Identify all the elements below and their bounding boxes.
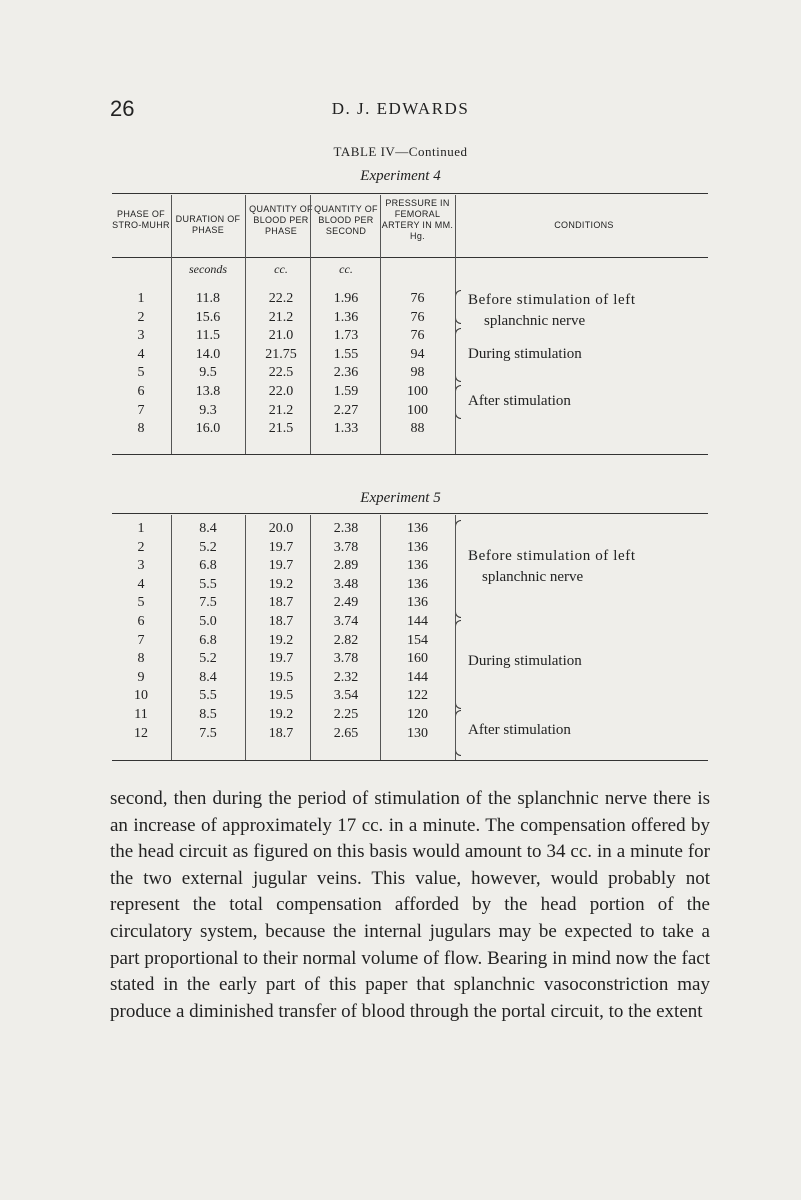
experiment-5-title: Experiment 5 <box>360 490 441 506</box>
cell-duration: 7.5 <box>199 725 217 741</box>
cell-pressure: 94 <box>410 346 425 362</box>
cell-phase: 7 <box>137 402 145 418</box>
header-pressure: PRESSURE IN FEMORAL ARTERY IN MM. Hg. <box>381 198 454 241</box>
cell-quantity-phase: 19.2 <box>268 576 294 592</box>
cell-quantity-second: 2.49 <box>333 595 359 611</box>
cell-pressure: 144 <box>407 614 428 629</box>
cell-quantity-phase: 21.5 <box>268 421 294 437</box>
cell-quantity-second: 2.82 <box>333 632 359 648</box>
unit-quantity-phase: cc. <box>274 262 288 276</box>
cell-pressure: 144 <box>407 669 428 685</box>
condition-during-exp4: During stimulation <box>468 346 582 362</box>
cell-quantity-second: 3.78 <box>333 539 359 555</box>
cell-phase: 4 <box>137 346 145 362</box>
cell-quantity-phase: 18.7 <box>268 595 294 611</box>
cell-duration: 7.5 <box>199 595 217 611</box>
page-number: 26 <box>110 96 135 121</box>
cell-pressure: 100 <box>407 402 428 418</box>
cell-quantity-second: 3.48 <box>333 576 359 592</box>
cell-pressure: 120 <box>407 707 428 722</box>
cell-quantity-phase: 19.7 <box>268 539 294 555</box>
cell-pressure: 76 <box>410 309 425 325</box>
cell-quantity-phase: 22.2 <box>268 291 294 306</box>
cell-quantity-second: 1.33 <box>333 421 359 437</box>
condition-before-exp5-line2: splanchnic nerve <box>482 569 584 585</box>
running-head: D. J. EDWARDS <box>331 99 470 118</box>
cell-quantity-second: 3.74 <box>333 614 359 629</box>
cell-quantity-second: 2.32 <box>333 669 359 685</box>
column-divider <box>380 195 381 454</box>
cell-duration: 14.0 <box>195 346 221 362</box>
cell-quantity-second: 1.73 <box>333 328 359 344</box>
cell-quantity-phase: 20.0 <box>268 521 294 536</box>
condition-after-exp4: After stimulation <box>468 393 571 409</box>
cell-quantity-phase: 21.0 <box>268 328 294 344</box>
header-conditions: CONDITIONS <box>554 220 614 230</box>
cell-quantity-second: 1.36 <box>333 309 359 325</box>
cell-quantity-phase: 22.5 <box>268 365 294 381</box>
condition-before-exp4 <box>468 290 636 332</box>
cell-quantity-second: 3.78 <box>333 651 359 667</box>
cell-pressure: 122 <box>407 688 428 704</box>
condition-before-exp5 <box>468 546 636 588</box>
unit-duration: seconds <box>189 262 227 276</box>
column-divider <box>245 195 246 454</box>
table-top-rule <box>112 193 708 194</box>
cell-phase: 5 <box>137 365 145 381</box>
cell-quantity-second: 2.27 <box>333 402 359 418</box>
cell-duration: 15.6 <box>195 309 221 325</box>
cell-quantity-phase: 18.7 <box>268 725 294 741</box>
body-text: second, then during the period of stimulation of the splanchnic nerve there is an increase of approximately 17 cc. in a minute. The compensation offered by the head circuit as figured on this basis would amount to 34 cc. in a minute for the two external jugular veins. This value, however, would probably not represent the total compensation afforded by the head portion of the circulatory system, because the internal jugulars may be expected to take a part proportional to their normal volume of flow. Bearing in mind now the fact stated in the early part of this paper that splanchnic vasoconstriction may produce a diminished transfer of blood through the portal circuit, to the extent <box>110 788 710 1022</box>
cell-quantity-phase: 19.5 <box>268 688 294 704</box>
cell-pressure: 136 <box>407 576 428 592</box>
cell-duration: 16.0 <box>195 421 221 437</box>
cell-duration: 5.2 <box>199 651 217 667</box>
cell-pressure: 88 <box>410 421 425 437</box>
cell-phase: 2 <box>137 539 145 555</box>
cell-phase: 12 <box>134 725 148 741</box>
cell-phase: 1 <box>137 291 145 306</box>
experiment-4-title: Experiment 4 <box>360 168 441 184</box>
cell-pressure: 100 <box>407 384 428 399</box>
cell-phase: 5 <box>137 595 145 611</box>
cell-phase: 7 <box>137 632 145 648</box>
cell-duration: 13.8 <box>195 384 221 399</box>
cell-pressure: 98 <box>410 365 425 381</box>
cell-pressure: 136 <box>407 521 428 536</box>
cell-duration: 5.5 <box>199 576 217 592</box>
header-phase: PHASE OF STRO-MUHR <box>112 209 170 230</box>
header-bottom-rule <box>112 257 708 258</box>
cell-phase: 6 <box>137 614 145 629</box>
cell-phase: 10 <box>134 688 148 704</box>
cell-duration: 11.5 <box>196 328 220 344</box>
column-divider <box>310 195 311 454</box>
experiment-5-top-rule <box>112 513 708 514</box>
cell-quantity-phase: 19.7 <box>268 651 294 667</box>
condition-during-exp5: During stimulation <box>468 653 582 669</box>
cell-duration: 11.8 <box>196 291 220 306</box>
cell-quantity-phase: 19.2 <box>268 632 294 648</box>
cell-phase: 8 <box>137 421 145 437</box>
cell-quantity-phase: 18.7 <box>268 614 294 629</box>
experiment-5-bottom-rule <box>112 760 708 761</box>
table-title: TABLE IV—Continued <box>333 144 468 159</box>
cell-duration: 8.4 <box>199 521 217 536</box>
cell-duration: 8.4 <box>199 669 217 685</box>
cell-quantity-second: 1.96 <box>333 291 359 306</box>
cell-duration: 5.5 <box>199 688 217 704</box>
column-divider <box>171 195 172 454</box>
cell-phase: 9 <box>137 669 145 685</box>
cell-quantity-second: 2.38 <box>333 521 359 536</box>
cell-phase: 6 <box>137 384 145 399</box>
column-divider <box>455 515 456 760</box>
cell-quantity-phase: 19.2 <box>268 707 294 722</box>
cell-quantity-second: 1.55 <box>333 346 359 362</box>
cell-duration: 6.8 <box>199 632 217 648</box>
cell-phase: 2 <box>137 309 145 325</box>
experiment-4-bottom-rule <box>112 454 708 455</box>
cell-quantity-phase: 21.2 <box>268 309 294 325</box>
cell-quantity-second: 2.89 <box>333 558 359 574</box>
cell-pressure: 76 <box>410 291 425 306</box>
cell-quantity-second: 3.54 <box>333 688 359 704</box>
column-divider <box>171 515 172 760</box>
cell-phase: 3 <box>137 328 145 344</box>
cell-phase: 1 <box>137 521 145 536</box>
condition-before-line1: Before stimulation of left <box>468 292 636 308</box>
cell-pressure: 136 <box>407 539 428 555</box>
cell-quantity-second: 2.65 <box>333 725 359 741</box>
cell-quantity-second: 2.36 <box>333 365 359 381</box>
cell-quantity-second: 1.59 <box>333 384 359 399</box>
cell-phase: 3 <box>137 558 145 574</box>
column-divider <box>310 515 311 760</box>
cell-quantity-phase: 21.2 <box>268 402 294 418</box>
cell-quantity-phase: 21.75 <box>265 346 297 362</box>
header-duration: DURATION OF PHASE <box>175 214 241 235</box>
condition-after-exp5: After stimulation <box>468 722 571 738</box>
cell-pressure: 160 <box>407 651 428 667</box>
cell-quantity-second: 2.25 <box>333 707 359 722</box>
cell-duration: 9.5 <box>199 365 217 381</box>
cell-quantity-phase: 19.5 <box>268 669 294 685</box>
condition-before-line2: splanchnic nerve <box>484 313 586 329</box>
cell-duration: 5.0 <box>199 614 217 629</box>
column-divider <box>380 515 381 760</box>
column-divider <box>245 515 246 760</box>
cell-pressure: 154 <box>407 632 428 648</box>
cell-duration: 6.8 <box>199 558 217 574</box>
cell-pressure: 76 <box>410 328 425 344</box>
column-divider <box>455 195 456 454</box>
condition-before-exp5-line1: Before stimulation of left <box>468 548 636 564</box>
cell-quantity-phase: 22.0 <box>268 384 294 399</box>
header-quantity-phase: QUANTITY OF BLOOD PER PHASE <box>249 204 313 236</box>
cell-quantity-phase: 19.7 <box>268 558 294 574</box>
unit-quantity-second: cc. <box>339 262 353 276</box>
cell-phase: 8 <box>137 651 145 667</box>
cell-duration: 5.2 <box>199 539 217 555</box>
cell-duration: 8.5 <box>199 707 217 722</box>
cell-pressure: 136 <box>407 558 428 574</box>
header-quantity-second: QUANTITY OF BLOOD PER SECOND <box>314 204 378 236</box>
cell-phase: 4 <box>137 576 145 592</box>
cell-duration: 9.3 <box>199 402 217 418</box>
cell-pressure: 136 <box>407 595 428 611</box>
cell-pressure: 130 <box>407 725 428 741</box>
body-paragraph <box>110 786 710 1025</box>
cell-phase: 11 <box>134 707 148 722</box>
